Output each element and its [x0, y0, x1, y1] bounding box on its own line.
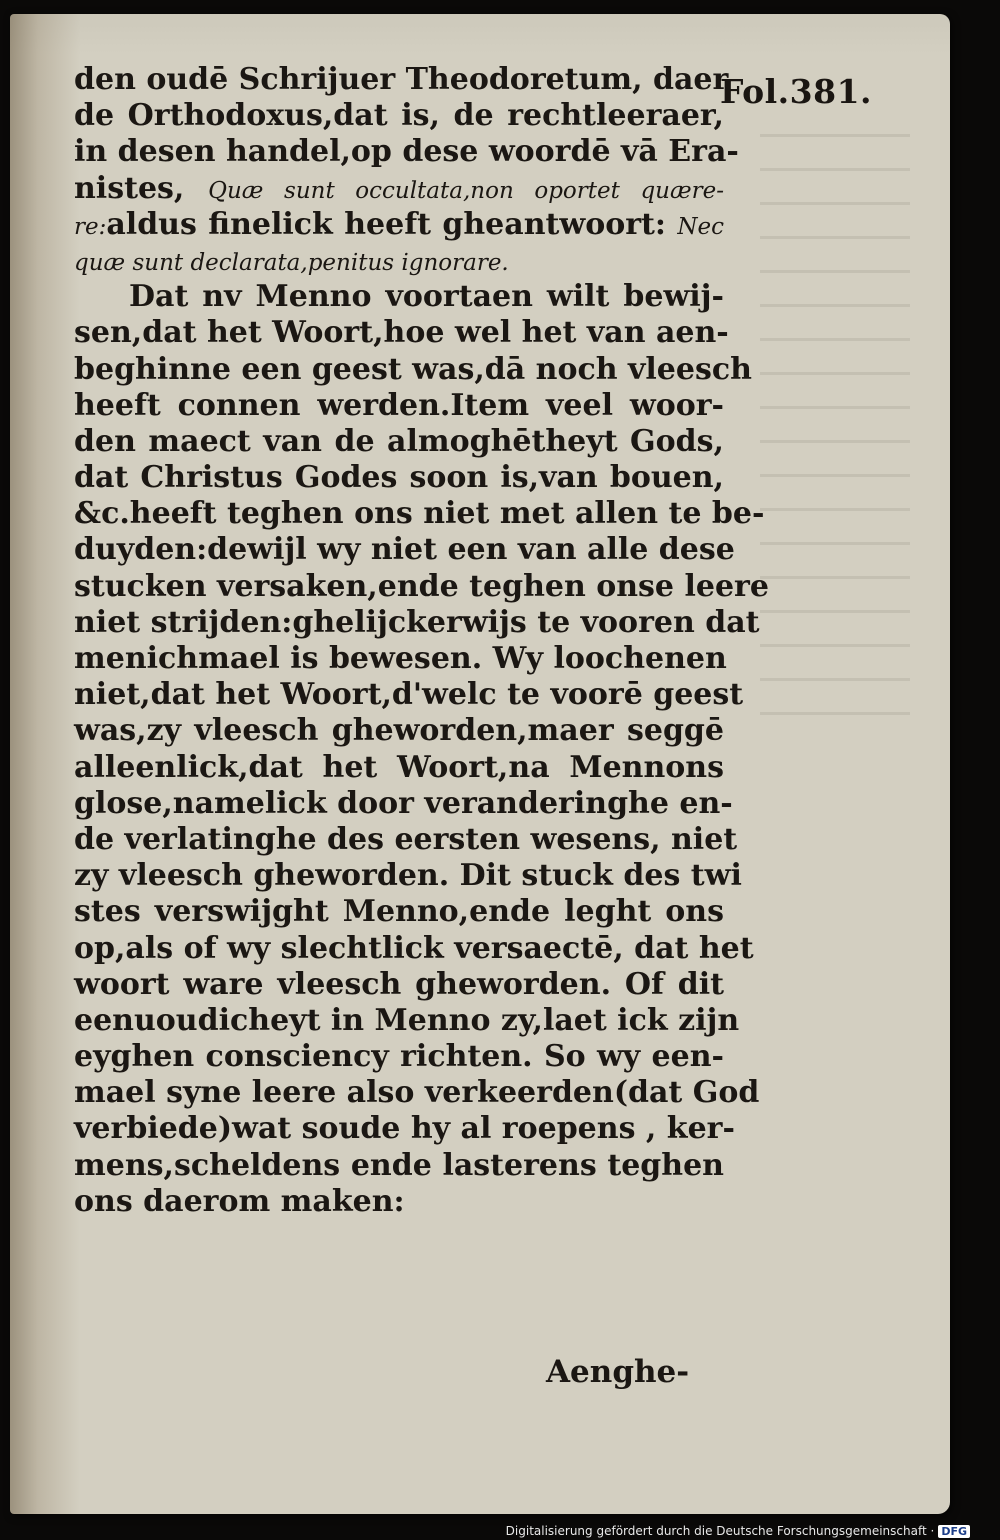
folio-number: Fol.381. [720, 72, 873, 111]
line-text: menichmael is bewesen. Wy loochenen [74, 641, 727, 676]
text-line [74, 207, 724, 243]
line-text: was,zy vleesch gheworden,maer seggē [74, 713, 724, 749]
text-line [74, 279, 724, 315]
line-text: alleenlick,dat het Woort,na Mennons [74, 749, 724, 785]
text-line [74, 821, 738, 858]
text-line [74, 1111, 735, 1147]
text-line [74, 568, 769, 605]
text-line [74, 171, 724, 207]
line-text: Dat nv Menno voortaen wilt bewij- [129, 279, 724, 315]
text-line [74, 641, 727, 677]
line-text: &c.heeft teghen ons niet met allen te be- [74, 496, 765, 532]
dfg-logo: DFG [938, 1525, 970, 1538]
line-text: ons daerom maken: [74, 1183, 405, 1219]
line-text: glose,namelick door veranderinghe en- [74, 785, 733, 821]
line-text: stes verswijght Menno,ende leght ons [74, 894, 724, 930]
line-text: duyden:dewijl wy niet een van alle dese [74, 532, 735, 568]
text-line [74, 496, 765, 532]
line-text: heeft connen werden.Item veel woor- [74, 387, 724, 423]
credit-text: Digitalisierung gefördert durch die Deutsche Forschungsgemeinschaft · [505, 1524, 935, 1538]
text-line [74, 62, 729, 98]
line-text: de Orthodoxus,dat is, de rechtleeraer, [74, 98, 724, 134]
line-text: verbiede)wat soude hy al roepens , ker- [74, 1111, 735, 1147]
text-line [74, 967, 724, 1003]
text-line [74, 532, 735, 568]
digitization-credit [506, 1524, 970, 1538]
line-text: zy vleesch gheworden. Dit stuck des twi [74, 858, 742, 894]
text-line [74, 1184, 724, 1220]
text-line [74, 930, 754, 967]
line-text: den oudē Schrijuer Theodoretum, daer [74, 62, 729, 97]
text-line [74, 424, 724, 460]
text-line [74, 785, 733, 822]
line-text: in desen handel,op dese woordē vā Era- [74, 134, 739, 170]
line-text: eenuoudicheyt in Menno zy,laet ick zijn [74, 1002, 740, 1038]
latin-text: re: [74, 213, 107, 240]
text-line [74, 604, 760, 641]
body-text [74, 62, 769, 1220]
line-text: op,als of wy slechtlick versaectē, dat het [74, 930, 754, 966]
text-line [74, 351, 752, 388]
show-through-text [760, 134, 910, 734]
latin-text: Nec [677, 213, 724, 240]
text-line [74, 134, 739, 170]
text-line [74, 750, 724, 786]
line-text: niet strijden:ghelijckerwijs te vooren dat [74, 604, 760, 640]
line-text: niet,dat het Woort,d'welc te voorē geest [74, 677, 744, 713]
line-text: mael syne leere also verkeerden(dat God [74, 1075, 760, 1111]
text-line [74, 858, 742, 894]
text-line [74, 1075, 760, 1111]
line-text: den maect van de almoghētheyt Gods, [74, 423, 724, 459]
latin-text: Quæ sunt occultata,non oportet quære- [208, 177, 724, 204]
line-text: woort ware vleesch gheworden. Of dit [74, 966, 724, 1002]
line-text: eyghen consciency richten. So wy een- [74, 1039, 724, 1075]
line-text: beghinne een geest was,dā noch vleesch [74, 351, 752, 387]
line-text: stucken versaken,ende teghen onse leere [74, 568, 769, 604]
line-text: aldus finelick heeft gheantwoort: [106, 206, 666, 242]
line-text: sen,dat het Woort,hoe wel het van aen- [74, 315, 729, 351]
book-page [10, 14, 950, 1514]
latin-text: quæ sunt declarata,penitus ignorare. [74, 249, 509, 276]
line-text: dat Christus Godes soon is,van bouen, [74, 460, 724, 496]
line-text: nistes, [74, 170, 185, 206]
text-line [74, 677, 744, 713]
text-line [74, 243, 724, 279]
text-line [74, 894, 724, 930]
text-line [74, 1039, 724, 1075]
text-line [74, 460, 724, 496]
text-line [74, 388, 724, 424]
text-line [74, 1148, 724, 1184]
catchword: Aenghe- [546, 1354, 690, 1390]
text-line [74, 315, 729, 351]
text-line [74, 713, 724, 749]
line-text: mens,scheldens ende lasterens teghen [74, 1147, 724, 1183]
line-text: de verlatinghe des eersten wesens, niet [74, 821, 738, 857]
text-line [74, 1002, 740, 1039]
text-line [74, 98, 724, 134]
